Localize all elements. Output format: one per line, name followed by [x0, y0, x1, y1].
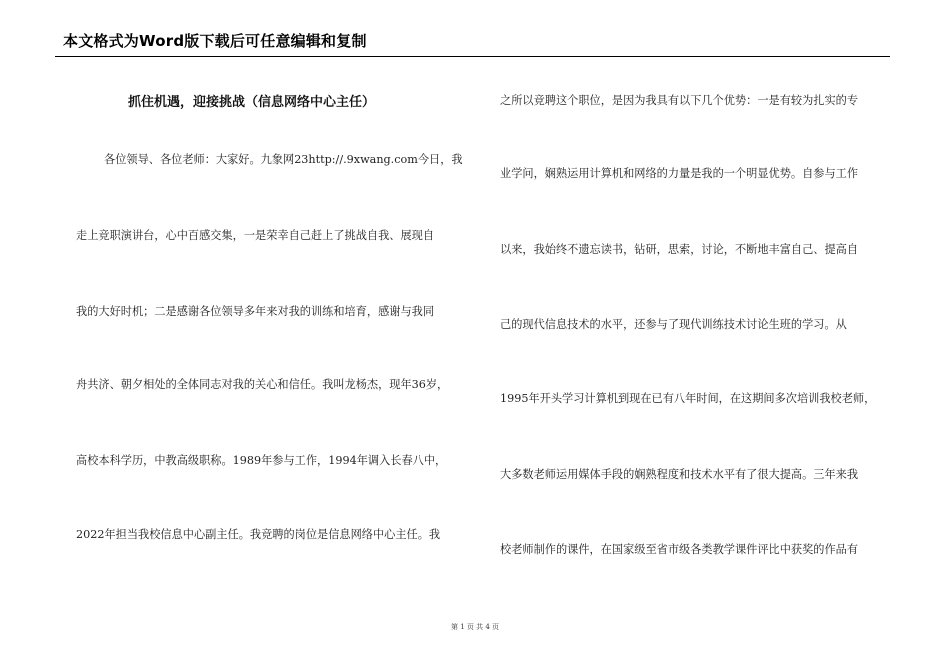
paragraph-line: 校老师制作的课件，在国家级至省市级各类教学课件评比中获奖的作品有: [500, 543, 859, 556]
paragraph-line: 2022年担当我校信息中心副主任。我竞聘的岗位是信息网络中心主任。我: [76, 528, 441, 541]
paragraph-line: 以来，我始终不遗忘读书，钻研，思索，讨论，不断地丰富自己、提高自: [500, 243, 859, 256]
document-header: 本文格式为Word版下载后可任意编辑和复制: [63, 32, 367, 50]
paragraph-line: 1995年开头学习计算机到现在已有八年时间，在这期间多次培训我校老师，: [500, 392, 876, 405]
paragraph-line: 之所以竞聘这个职位，是因为我具有以下几个优势：一是有较为扎实的专: [500, 94, 859, 107]
paragraph-line: 走上竞职演讲台，心中百感交集，一是荣幸自己赶上了挑战自我、展现自: [76, 229, 435, 242]
header-divider: [55, 56, 890, 57]
document-title: 抓住机遇，迎接挑战（信息网络中心主任）: [128, 95, 376, 110]
paragraph-line: 各位领导、各位老师：大家好。九象网23http://.9xwang.com今日，我: [104, 153, 463, 166]
paragraph-line: 舟共济、朝夕相处的全体同志对我的关心和信任。我叫龙杨杰，现年36岁，: [76, 378, 449, 391]
paragraph-line: 大多数老师运用媒体手段的娴熟程度和技术水平有了很大提高。三年来我: [500, 468, 859, 481]
paragraph-line: 己的现代信息技术的水平，还参与了现代训练技术讨论生班的学习。从: [500, 318, 847, 331]
page-number: 第 1 页 共 4 页: [450, 623, 500, 631]
paragraph-line: 业学问，娴熟运用计算机和网络的力量是我的一个明显优势。自参与工作: [500, 167, 859, 180]
paragraph-line: 我的大好时机；二是感谢各位领导多年来对我的训练和培育，感谢与我同: [76, 305, 435, 318]
paragraph-line: 高校本科学历，中教高级职称。1989年参与工作，1994年调入长春八中，: [76, 454, 447, 467]
